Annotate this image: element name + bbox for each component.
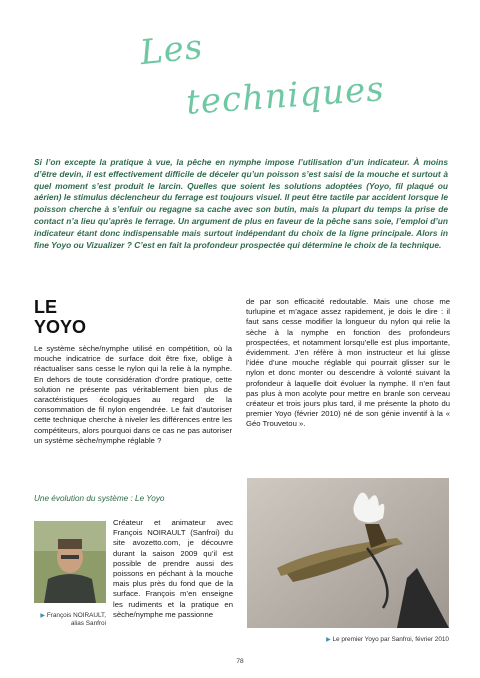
title-les: Les (138, 26, 206, 74)
portrait-image (34, 521, 106, 603)
caption-arrow-icon: ▶ (326, 637, 331, 643)
column-1b-text: Créateur et animateur avec François NOIRAULT (Sanfroi) du site avozetto.com, je découvre durant la saison 2009 qu’il est possible de prendre aussi des poissons en péchant à la mouche mais plus près du fond que de la surface. François m’en enseigne les rudiments et la pratique en sèche/nymphe me passionne (113, 518, 233, 619)
column-2-text: de par son efficacité redoutable. Mais une chose me turlupine et m’agace assez rapidement, je dois le dire : il faut sans cesse modifier la longueur du nylon qui relie la sèche à la nymphe en fonction des profondeurs prospectées, et notamment lorsqu’elle est plus importante, évidemment. J’en réfère à mon instructeur et lui glisse l’idée d’une mouche réglable qui pourrait glisser sur le nylon et donc monter ou descendre à volonté suivant la profondeur à laquelle doit évoluer la nymphe. Il n’en faut pas plus à mon acolyte pour mettre en branle son cerveau créateur et trois jours plus tard, il me présente la photo du premier Yoyo (février 2010) né de son génie inventif à la « Géo Trouvetou ». (246, 297, 450, 429)
portrait-caption-line-1: François NOIRAULT, (46, 612, 106, 619)
subheading: Une évolution du système : Le Yoyo (34, 494, 165, 503)
yoyo-fly-photo (247, 478, 449, 628)
section-heading (34, 297, 86, 337)
portrait-caption-line-2: alias Sanfroi (70, 620, 106, 627)
page-number: 78 (236, 658, 244, 665)
portrait-photo (34, 521, 106, 603)
fly-image (247, 478, 449, 628)
title-techniques: techniques (184, 69, 386, 123)
column-1-paragraph: Le système sèche/nymphe utilisé en compétition, où la mouche indicatrice de surface doit être fixe, oblige à réactualiser sans cesse le nylon qui la relie à la nymphe. En dehors de toute considération d’ordre pratique, cette solution ne présente pas véritablement bien plus de caractéristiques écologiques au regard de la consommation de fil nylon engendrée. Le fait d’autoriser cette technique cherche à niveler les différences entre les compétiteurs, alors pourquoi dans ce cas ne pas autoriser un système sèche/nymphe réglable ? (34, 344, 232, 445)
photo-caption (247, 636, 449, 643)
caption-arrow-icon: ▶ (40, 613, 46, 619)
portrait-caption (20, 612, 106, 628)
heading-line-1: LE (34, 297, 58, 317)
intro-paragraph: Si l’on excepte la pratique à vue, la pêche en nymphe impose l’utilisation d’un indicateur. À moins d’être devin, il est effectivement difficile de déceler qu’un poisson s’est saisi de la mouche et surtout à quel moment s’est produit le larcin. Quelles que soient les solutions adoptées (Yoyo, fil plaqué ou aérien) le stimulus déclencheur du ferrage est toujours visuel. Il peut être tactile par accident lorsque le poisson cherche à s’enfuir ou regagne sa cache avec son butin, mais la plupart du temps la prise de contact n’a lieu qu’après le ferrage. Un argument de plus en faveur de la pêche sans soie, l’emploi d’un indicateur étant donc indispensable mais surtout indépendant du choix de la ligne principale. Alors in fine Yoyo ou Vizualizer ? C’est en fait la profondeur prospectée qui détermine le choix de la technique. (34, 157, 448, 250)
heading-line-2: YOYO (34, 317, 87, 337)
photo-caption-text: Le premier Yoyo par Sanfroi, février 2010 (332, 636, 449, 643)
column-1-text (34, 344, 232, 446)
